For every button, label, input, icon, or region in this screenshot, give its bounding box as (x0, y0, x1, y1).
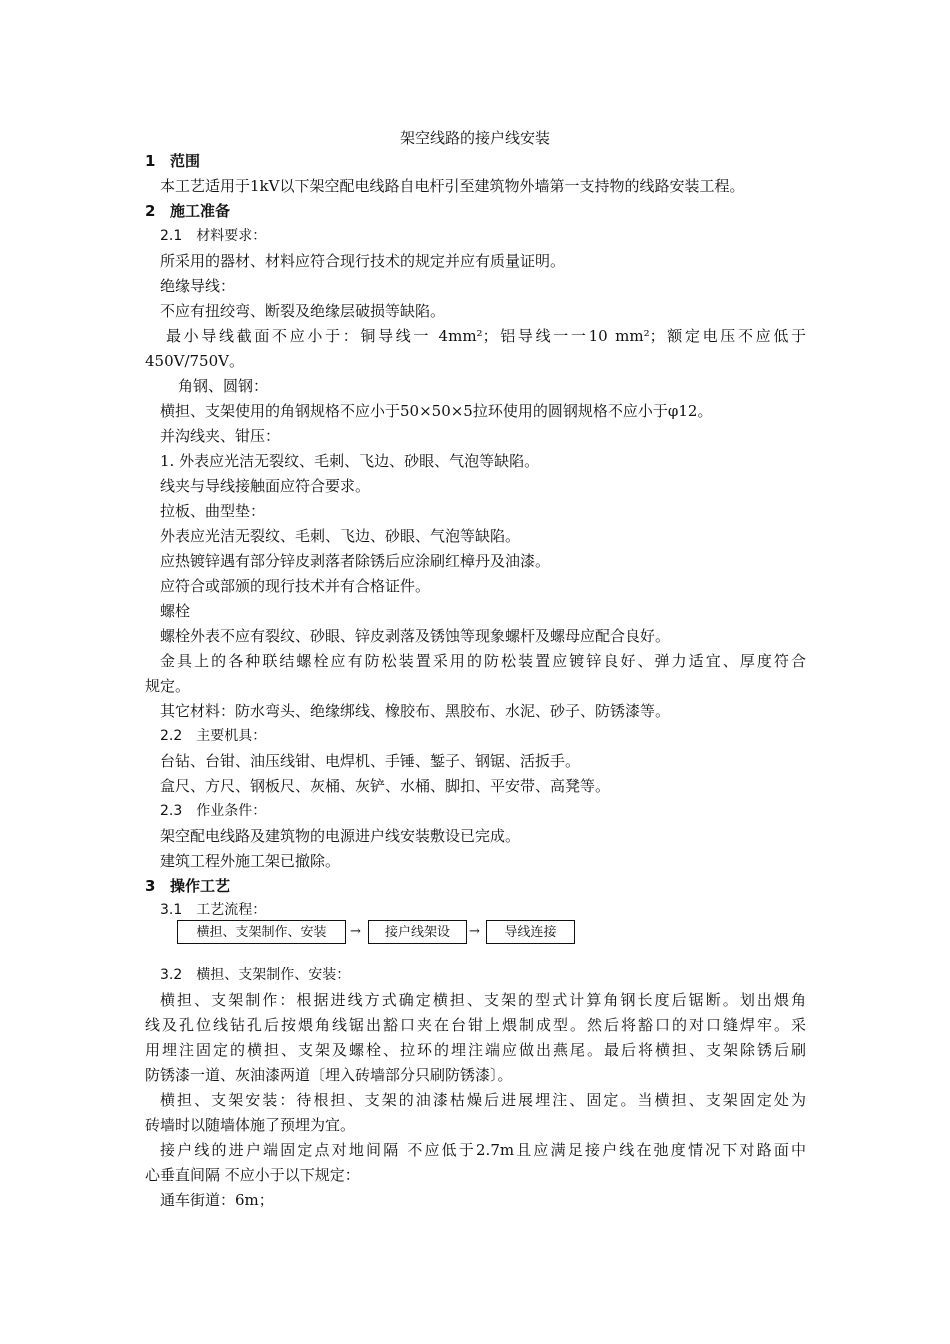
flow-step-conductor-connection: 导线连接 (486, 920, 575, 944)
paragraph-line: 螺栓 (160, 602, 191, 620)
paragraph-line: 砖墙时以随墙体施了预埋为宜。 (145, 1116, 356, 1134)
paragraph-line: 横担、支架使用的角钢规格不应小于50×50×5拉环使用的圆钢规格不应小于φ12。 (160, 402, 713, 420)
flow-step-bracket-fabrication: 横担、支架制作、安装 (177, 920, 346, 944)
paragraph-line: 金具上的各种联结螺栓应有防松装置采用的防松装置应镀锌良好、弹力适宜、厚度符合 (160, 652, 806, 670)
paragraph-line: 螺栓外表不应有裂纹、砂眼、锌皮剥落及锈蚀等现象螺杆及螺母应配合良好。 (160, 627, 671, 645)
paragraph-line: 应符合或部颁的现行技术并有合格证件。 (160, 577, 431, 595)
section-2-heading: 施工准备 (170, 202, 231, 220)
paragraph-line: 1. 外表应光洁无裂纹、毛刺、飞边、砂眼、气泡等缺陷。 (160, 452, 540, 470)
paragraph-line: 规定。 (145, 677, 191, 695)
paragraph-line: 横担、支架安装：待根担、支架的油漆枯燥后进展埋注、固定。当横担、支架固定处为 (160, 1091, 806, 1109)
paragraph-line: 线夹与导线接触面应符合要求。 (160, 477, 371, 495)
page-title: 架空线路的接户线安装 (399, 129, 550, 147)
section-3-number: 3 (145, 877, 156, 895)
subsection-2-1-heading: 2.1 材料要求： (160, 228, 267, 244)
section-3-heading: 操作工艺 (170, 877, 231, 895)
subsection-2-2-heading: 2.2 主要机具： (160, 728, 267, 744)
section-2-number: 2 (145, 202, 156, 220)
paragraph-line: 台钻、台钳、油压线钳、电焊机、手锤、錾子、钢锯、活扳手。 (160, 752, 581, 770)
paragraph-line: 450V/750V。 (145, 352, 244, 370)
flow-step-service-line-erection: 接户线架设 (368, 920, 467, 944)
subsection-3-1-heading: 3.1 工艺流程： (160, 902, 267, 918)
paragraph-line: 其它材料：防水弯头、绝缘绑线、橡胶布、黑胶布、水泥、砂子、防锈漆等。 (160, 702, 671, 720)
section-1-heading: 范围 (170, 152, 201, 170)
paragraph-line: 应热镀锌遇有部分锌皮剥落者除锈后应涂刷红樟丹及油漆。 (160, 552, 551, 570)
subsection-2-3-heading: 2.3 作业条件： (160, 803, 267, 819)
paragraph-line: 接户线的进户端固定点对地间隔 不应低于2.7m且应满足接户线在弛度情况下对路面中 (160, 1141, 806, 1159)
paragraph-line: 心垂直间隔 不应小于以下规定： (145, 1166, 360, 1184)
paragraph-line: 通车街道：6m； (160, 1191, 274, 1209)
paragraph-line: 拉板、曲型垫： (160, 502, 266, 520)
paragraph-line: 架空配电线路及建筑物的电源进户线安装敷设已完成。 (160, 827, 521, 845)
paragraph-line: 不应有扭绞弯、断裂及绝缘层破损等缺陷。 (160, 302, 446, 320)
paragraph-line: 建筑工程外施工架已撤除。 (160, 852, 341, 870)
paragraph-line: 最小导线截面不应小于：铜导线一 4mm²；铝导线一一10 mm²；额定电压不应低于 (166, 327, 806, 345)
paragraph-line: 横担、支架制作：根据进线方式确定横担、支架的型式计算角钢长度后锯断。划出煨角 (160, 991, 806, 1009)
paragraph-line: 线及孔位线钻孔后按煨角线锯出豁口夹在台钳上煨制成型。然后将豁口的对口缝焊牢。采 (145, 1016, 806, 1034)
paragraph-line: 所采用的器材、材料应符合现行技术的规定并应有质量证明。 (160, 252, 566, 270)
section-1-number: 1 (145, 152, 156, 170)
flow-arrow-icon: → (350, 924, 361, 939)
section-1-text: 本工艺适用于1kV以下架空配电线路自电杆引至建筑物外墙第一支持物的线路安装工程。 (160, 177, 745, 195)
flow-arrow-icon: → (469, 924, 480, 939)
paragraph-line: 外表应光洁无裂纹、毛刺、飞边、砂眼、气泡等缺陷。 (160, 527, 521, 545)
paragraph-line: 盒尺、方尺、钢板尺、灰桶、灰铲、水桶、脚扣、平安带、高凳等。 (160, 777, 611, 795)
paragraph-line: 并沟线夹、钳压： (160, 427, 281, 445)
paragraph-line: 绝缘导线： (160, 277, 236, 295)
subsection-3-2-heading: 3.2 横担、支架制作、安装： (160, 967, 351, 983)
paragraph-line: 防锈漆一道、灰油漆两道〔埋入砖墙部分只刷防锈漆〕。 (145, 1066, 513, 1084)
paragraph-line: 用埋注固定的横担、支架及螺栓、拉环的埋注端应做出燕尾。最后将横担、支架除锈后刷 (145, 1041, 806, 1059)
paragraph-line: 角钢、圆钢： (178, 377, 269, 395)
